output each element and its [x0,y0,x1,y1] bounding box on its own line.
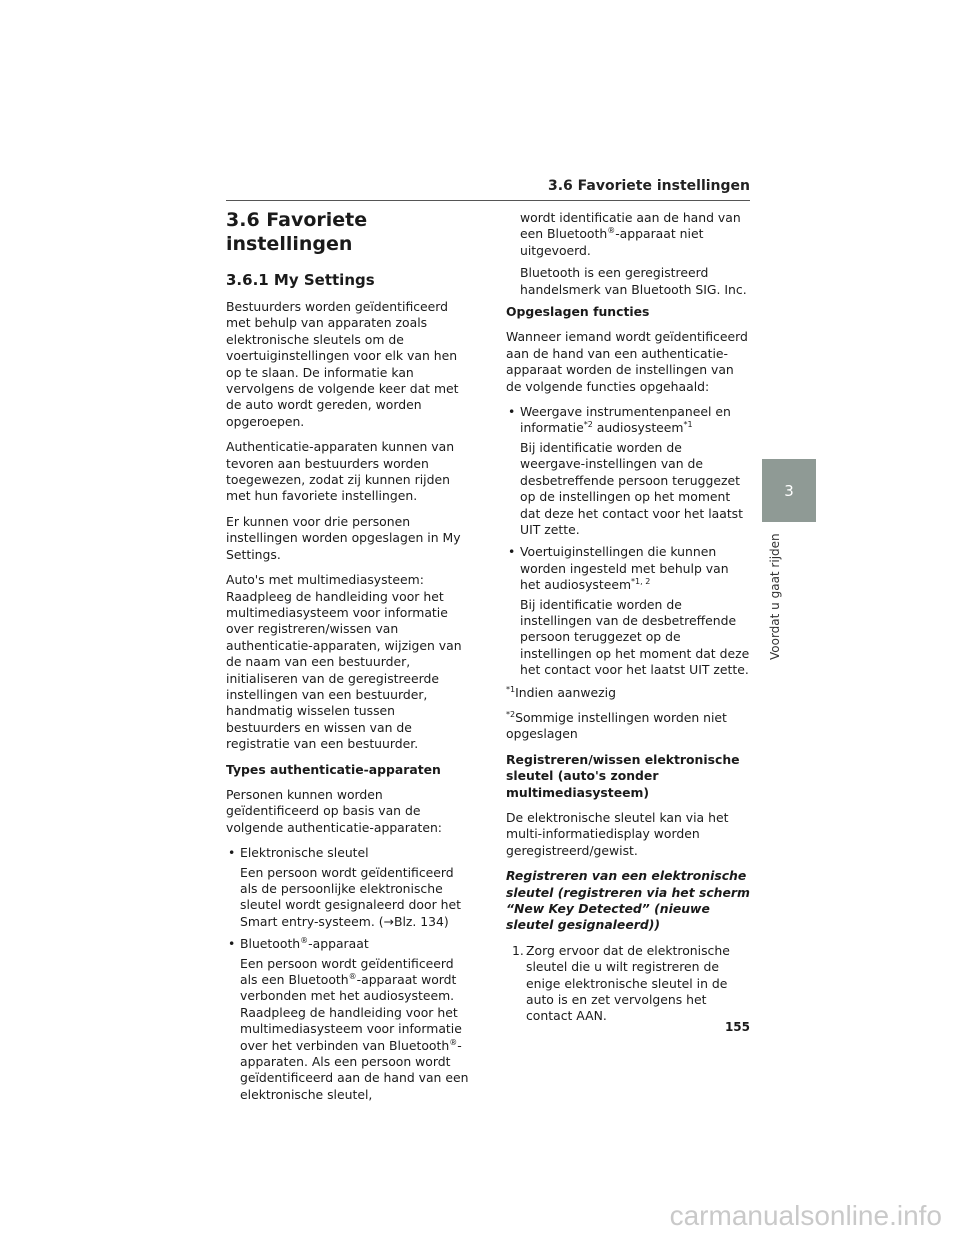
types-heading: Types authenticatie-apparaten [226,761,441,777]
footnote-2 [506,710,750,743]
step-1 [506,943,750,1025]
registered-mark: ® [300,936,309,946]
footnote-ref: *2 [583,420,593,430]
register-heading: Registreren/wissen elektronische sleutel (auto's zonder multimediasysteem) [506,751,740,800]
bullet-text [226,956,470,1104]
bullet-text-continued [506,210,750,259]
text-part: Weergave instrumentenpaneel en informatie [520,404,731,436]
text-part: -apparaten. Als een persoon wordt geïdentificeerd aan de hand van een elektronische sleutel, [240,1037,469,1102]
bullet-instrument-panel [506,404,750,437]
bullet-label: Bluetooth [240,936,301,952]
chapter-tab: 3 [762,459,816,522]
bullet-text: Bij identificatie worden de weergave-instellingen van de desbetreffende persoon teruggezet op de instellingen op het moment dat deze het contact voor het laatst UIT zette. [520,439,743,537]
footnote-mark: *1 [506,684,516,694]
bullet-electronic-key: • Elektronische sleutel [226,845,470,861]
registered-mark: ® [348,971,357,981]
paragraph: Auto's met multimediasysteem: Raadpleeg de handleiding voor het multimediasysteem voor informatie over registreren/wissen van authenticatie-apparaten, wijzigen van de naam van een bestuurder, initialiseren van de geregistreerde instellingen van een bestuurder, handmatig wisselen tussen bestuurders en wissen van de registratie van een bestuurder. [226,572,462,752]
text-part: Voertuiginstellingen die kunnen worden ingesteld met behulp van het audiosysteem [520,544,729,593]
text-part: -apparaat wordt verbonden met het audiosysteem. Raadpleeg de handleiding voor het multimediasysteem voor informatie over het verbinden van Bluetooth [240,972,462,1053]
text-part: wordt identificatie aan de hand van een Bluetooth [520,210,741,242]
footnote-ref: *1, 2 [631,577,651,586]
bullet-text: Bij identificatie worden de instellingen van de desbetreffende persoon teruggezet op de instellingen op het moment dat deze het contact voor het laatst UIT zette. [520,596,750,678]
register-italic-heading: Registreren van een elektronische sleutel (registreren via het scherm “New Key Detected” (nieuwe sleutel gesignaleerd)) [506,868,750,933]
bullet-text: Een persoon wordt geïdentificeerd als de persoonlijke elektronische sleutel wordt gesignaleerd door het Smart entry-systeem. (→Blz. 134) [240,864,461,929]
bluetooth-note: Bluetooth is een geregistreerd handelsmerk van Bluetooth SIG. Inc. [520,265,747,297]
paragraph: Er kunnen voor drie personen instellingen worden opgeslagen in My Settings. [226,513,461,562]
stored-heading: Opgeslagen functies [506,304,650,320]
footnote-1 [506,685,750,701]
bullet-vehicle-settings [506,544,750,593]
subsection-title: 3.6.1 My Settings [226,271,375,289]
footnote-text: Indien aanwezig [515,684,616,700]
footnote-mark: *2 [506,709,516,719]
chapter-label: Voordat u gaat rijden [768,533,782,660]
text-part: audiosysteem [592,420,684,436]
header-divider [226,200,750,201]
paragraph: Authenticatie-apparaten kunnen van tevoren aan bestuurders worden toegewezen, zodat zij kunnen rijden met hun favoriete instellingen. [226,439,455,504]
bullet-bluetooth [226,936,470,952]
registered-mark: ® [449,1037,458,1047]
left-column [226,206,470,1109]
running-header: 3.6 Favoriete instellingen [547,178,750,194]
registered-mark: ® [607,226,616,236]
page-number: 155 [724,1020,750,1034]
step-number: 1. [512,942,524,958]
footnote-ref: *1 [683,420,693,430]
right-column [506,206,750,1031]
section-title: 3.6 Favoriete instellingen [226,209,368,255]
paragraph: Wanneer iemand wordt geïdentificeerd aan de hand van een authenticatie-apparaat worden de instellingen van de volgende functies opgehaald: [506,329,748,394]
step-text: Zorg ervoor dat de elektronische sleutel die u wilt registreren de enige elektronische sleutel in de auto is en zet vervolgens het contact AAN. [526,942,730,1024]
footnote-text: Sommige instellingen worden niet opgeslagen [506,709,727,742]
text-part: -apparaat niet uitgevoerd. [520,226,704,258]
watermark: carmanualsonline.info [669,1200,942,1231]
paragraph: Bestuurders worden geïdentificeerd met behulp van apparaten zoals elektronische sleutels om de voertuiginstellingen voor elk van hen op te slaan. De informatie kan vervolgens de volgende keer dat met de auto wordt gereden, worden opgeroepen. [226,299,459,429]
bullet-label-suffix: -apparaat [308,936,369,952]
text-part: Een persoon wordt geïdentificeerd als een Bluetooth [240,955,454,988]
paragraph: De elektronische sleutel kan via het multi-informatiedisplay worden geregistreerd/gewist. [506,810,729,858]
paragraph: Personen kunnen worden geïdentificeerd op basis van de volgende authenticatie-apparaten: [226,786,442,835]
